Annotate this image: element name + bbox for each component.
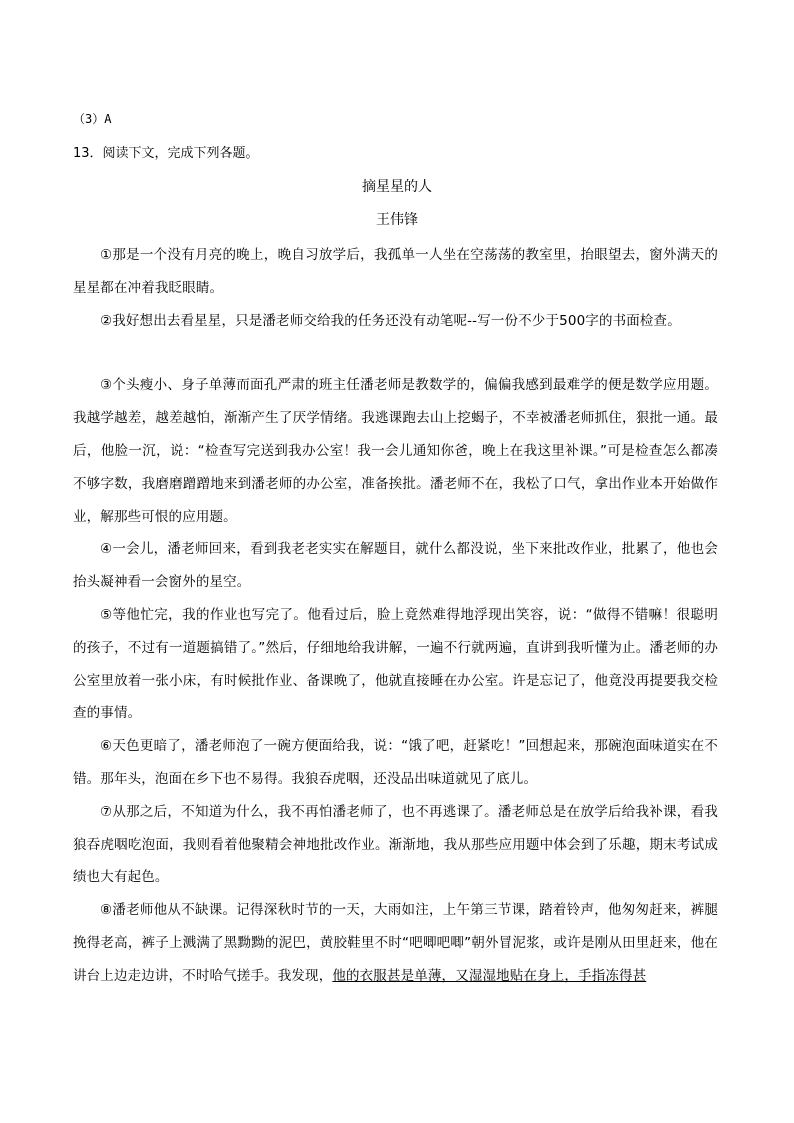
paragraph-2: ②我好想出去看星星，只是潘老师交给我的任务还没有动笔呢--写一份不少于500字的书面检查。 [100, 312, 681, 329]
paragraph-1: ①那是一个没有月亮的晚上，晚自习放学后，我孤单一人坐在空荡荡的教室里，抬眼望去，窗外满天的星星都在冲着我眨眼睛。 [73, 247, 718, 296]
question-heading: 13．阅读下文，完成下列各题。 [73, 146, 259, 161]
article-author: 王伟锋 [376, 212, 418, 228]
paragraph-8 [73, 894, 718, 992]
article-body [73, 239, 718, 993]
paragraph-3: ③个头瘦小、身子单薄而面孔严肃的班主任潘老师是教数学的，偏偏我感到最难学的便是数学应用题。我越学越差，越差越怕，渐渐产生了厌学情绪。我逃课跑去山上挖蝎子，不幸被潘老师抓住，狠批一通。最后，他脸一沉，说：“检查写完送到我办公室！我一会儿通知你爸，晚上在我这里补课。”可是检查怎么都凑不够字数，我磨磨蹭蹭地来到潘老师的办公室，准备挨批。潘老师不在，我松了口气，拿出作业本开始做作业，解那些可恨的应用题。 [73, 377, 718, 525]
paragraph-6: ⑥天色更暗了，潘老师泡了一碗方便面给我，说：“饿了吧，赶紧吃！”回想起来，那碗泡面味道实在不错。那年头，泡面在乡下也不易得。我狼吞虎咽，还没品出味道就见了底儿。 [73, 738, 718, 787]
paragraph-7: ⑦从那之后，不知道为什么，我不再怕潘老师了，也不再逃课了。潘老师总是在放学后给我补课，看我狼吞虎咽吃泡面，我则看着他聚精会神地批改作业。渐渐地，我从那些应用题中体会到了乐趣，期末考试成绩也大有起色。 [73, 803, 718, 886]
paragraph-8-text: ⑧潘老师他从不缺课。记得深秋时节的一天，大雨如注，上午第三节课，踏着铃声，他匆匆赶来，裤腿挽得老高，裤子上溅满了黑黝黝的泥巴，黄胶鞋里不时“吧唧吧唧”朝外冒泥浆，或许是刚从田里赶来，他在讲台上边走边讲，不时哈气搓手。我发现， [73, 902, 718, 984]
paragraph-5: ⑤等他忙完，我的作业也写完了。他看过后，脸上竟然难得地浮现出笑容，说：“做得不错嘛！很聪明的孩子，不过有一道题搞错了。”然后，仔细地给我讲解，一遍不行就两遍，直讲到我听懂为止。潘老师的办公室里放着一张小床，有时候批作业、备课晚了，他就直接睡在办公室。许是忘记了，他竟没再提要我交检查的事情。 [73, 606, 718, 722]
article-title: 摘星星的人 [362, 179, 432, 195]
paragraph-4: ④一会儿，潘老师回来，看到我老老实实在解题目，就什么都没说，坐下来批改作业，批累了，他也会抬头凝神看一会窗外的星空。 [73, 541, 718, 591]
underlined-sentence: 他的衣服甚是单薄，又湿湿地贴在身上，手指冻得甚 [332, 967, 647, 984]
previous-answer: （3）A [73, 112, 112, 126]
